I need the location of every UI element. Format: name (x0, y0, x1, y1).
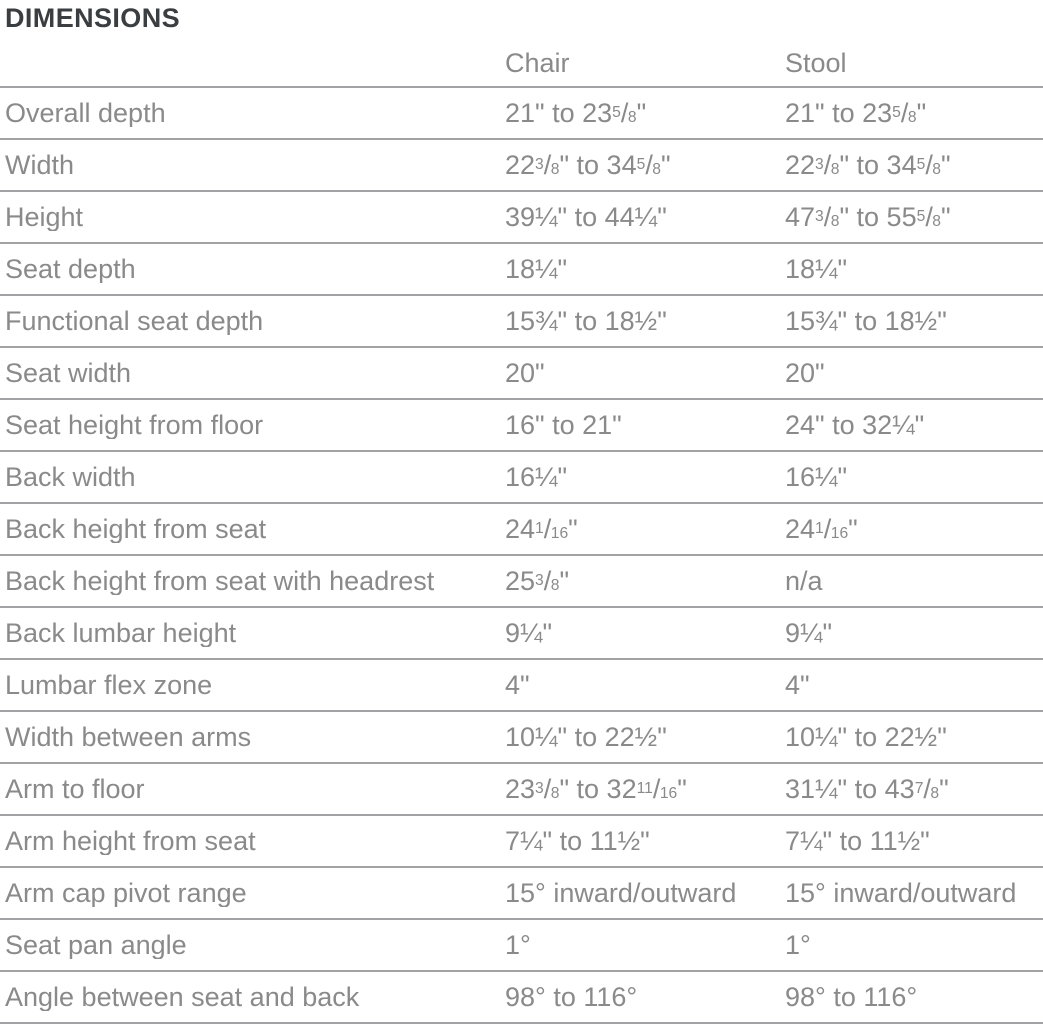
table-row-arm-height-from-seat (0, 816, 1043, 868)
column-header-stool: Stool (785, 48, 847, 78)
stool-value: 9¼" (785, 618, 833, 648)
row-label: Back height from seat with headrest (5, 566, 435, 596)
chair-value: 10¼" to 22½" (505, 722, 667, 752)
chair-value: 233/8" to 3211/16" (505, 774, 687, 804)
row-label: Arm height from seat (5, 826, 256, 856)
table-row-seat-height-from-floor (0, 400, 1043, 452)
table-row-seat-width (0, 348, 1043, 400)
table-row-seat-depth (0, 244, 1043, 296)
table-header-row (0, 34, 1043, 88)
stool-value: 241/16" (785, 514, 858, 544)
stool-value: 7¼" to 11½" (785, 826, 930, 856)
table-row-back-height-from-seat (0, 504, 1043, 556)
stool-value: 18¼" (785, 254, 848, 284)
header-spacer (0, 77, 505, 86)
stool-value: 10¼" to 22½" (785, 722, 947, 752)
stool-value: 20" (785, 358, 825, 388)
stool-value: 223/8" to 345/8" (785, 150, 951, 180)
stool-value: 473/8" to 555/8" (785, 202, 951, 232)
row-label: Width between arms (5, 722, 252, 752)
stool-value: 15¾" to 18½" (785, 306, 947, 336)
table-row-width (0, 140, 1043, 192)
table-row-back-lumbar-height (0, 608, 1043, 660)
stool-value: 98° to 116° (785, 982, 918, 1012)
row-label: Seat depth (5, 254, 136, 284)
chair-value: 4" (505, 670, 530, 700)
chair-value: 15¾" to 18½" (505, 306, 667, 336)
chair-value: 16" to 21" (505, 410, 622, 440)
stool-value: n/a (785, 566, 823, 596)
chair-value: 18¼" (505, 254, 568, 284)
chair-value: 9¼" (505, 618, 553, 648)
row-label: Seat height from floor (5, 410, 264, 440)
stool-value: 4" (785, 670, 810, 700)
table-row-height (0, 192, 1043, 244)
row-label: Back lumbar height (5, 618, 237, 648)
table-row-back-width (0, 452, 1043, 504)
chair-value: 98° to 116° (505, 982, 638, 1012)
chair-value: 15° inward/outward (505, 878, 737, 908)
row-label: Lumbar flex zone (5, 670, 213, 700)
row-label: Seat pan angle (5, 930, 187, 960)
table-row-overall-depth (0, 88, 1043, 140)
stool-value: 31¼" to 437/8" (785, 774, 949, 804)
row-label: Arm to floor (5, 774, 145, 804)
stool-value: 24" to 32¼" (785, 410, 925, 440)
row-label: Back height from seat (5, 514, 267, 544)
table-row-functional-seat-depth (0, 296, 1043, 348)
chair-value: 7¼" to 11½" (505, 826, 650, 856)
chair-value: 253/8" (505, 566, 570, 596)
stool-value: 21" to 235/8" (785, 98, 927, 128)
row-label: Seat width (5, 358, 132, 388)
stool-value: 1° (785, 930, 811, 960)
table-row-back-height-with-headrest (0, 556, 1043, 608)
table-row-lumbar-flex-zone (0, 660, 1043, 712)
table-row-arm-to-floor (0, 764, 1043, 816)
stool-value: 16¼" (785, 462, 848, 492)
chair-value: 21" to 235/8" (505, 98, 647, 128)
page-title: DIMENSIONS (5, 3, 181, 33)
row-label: Angle between seat and back (5, 982, 360, 1012)
row-label: Arm cap pivot range (5, 878, 247, 908)
chair-value: 241/16" (505, 514, 578, 544)
row-label: Back width (5, 462, 136, 492)
row-label: Overall depth (5, 98, 166, 128)
chair-value: 16¼" (505, 462, 568, 492)
row-label: Width (5, 150, 75, 180)
chair-value: 1° (505, 930, 531, 960)
table-row-angle-seat-and-back (0, 972, 1043, 1024)
table-row-seat-pan-angle (0, 920, 1043, 972)
column-header-chair: Chair (505, 48, 570, 78)
table-row-width-between-arms (0, 712, 1043, 764)
row-label: Height (5, 202, 84, 232)
stool-value: 15° inward/outward (785, 878, 1017, 908)
chair-value: 39¼" to 44¼" (505, 202, 667, 232)
chair-value: 223/8" to 345/8" (505, 150, 671, 180)
row-label: Functional seat depth (5, 306, 264, 336)
table-row-arm-cap-pivot-range (0, 868, 1043, 920)
chair-value: 20" (505, 358, 545, 388)
dimensions-table (0, 34, 1043, 1024)
